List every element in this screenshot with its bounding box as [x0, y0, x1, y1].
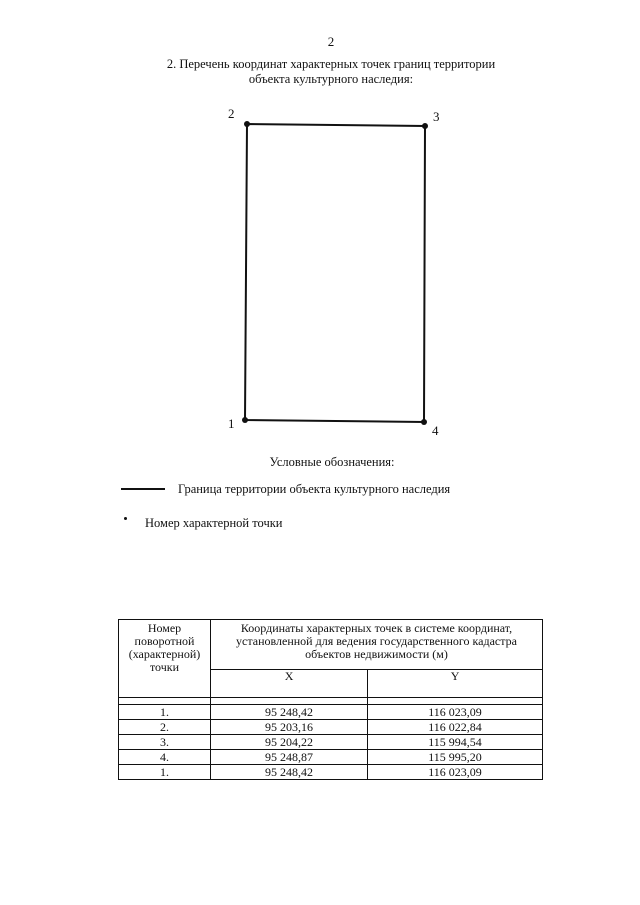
table-spacer-row	[119, 698, 543, 705]
heading-line-1: 2. Перечень координат характерных точек границ территории	[166, 57, 496, 71]
table-row	[119, 735, 543, 750]
header-x: X	[211, 669, 368, 697]
table-row	[119, 705, 543, 720]
legend-boundary-line-icon	[121, 488, 165, 490]
header-number-line: Номер	[147, 621, 182, 635]
boundary-point-1	[242, 417, 248, 423]
spacer-cell	[211, 698, 368, 705]
header-number-line: (характерной)	[128, 647, 201, 661]
cell-y: 116 022,84	[368, 720, 543, 735]
header-point-number	[119, 620, 211, 698]
header-coord-line: Координаты характерных точек в системе координат,	[240, 621, 513, 635]
point-label-4: 4	[432, 423, 439, 438]
header-number-line: поворотной	[134, 634, 195, 648]
cell-y: 116 023,09	[368, 765, 543, 780]
cell-y: 115 994,54	[368, 735, 543, 750]
header-coordinates	[211, 620, 543, 670]
header-coord-line: объектов недвижимости (м)	[305, 647, 448, 661]
boundary-point-2	[244, 121, 250, 127]
cell-point-number: 1.	[119, 765, 211, 780]
spacer-cell	[368, 698, 543, 705]
cell-x: 95 248,42	[211, 705, 368, 720]
legend-point-dot-icon	[124, 517, 127, 520]
point-label-2: 2	[228, 106, 235, 121]
heading-line-2: объекта культурного наследия:	[248, 72, 414, 86]
cell-x: 95 248,42	[211, 765, 368, 780]
table-row	[119, 765, 543, 780]
legend-point-label: Номер характерной точки	[145, 516, 283, 530]
boundary-point-3	[422, 123, 428, 129]
header-number-line: точки	[149, 660, 180, 674]
spacer-cell	[119, 698, 211, 705]
cell-y: 115 995,20	[368, 750, 543, 765]
boundary-diagram	[0, 0, 640, 450]
cell-x: 95 248,87	[211, 750, 368, 765]
cell-point-number: 3.	[119, 735, 211, 750]
coordinates-table	[118, 619, 543, 780]
cell-x: 95 204,22	[211, 735, 368, 750]
point-label-3: 3	[433, 109, 440, 124]
cell-x: 95 203,16	[211, 720, 368, 735]
table-row	[119, 720, 543, 735]
table-row	[119, 750, 543, 765]
header-y: Y	[368, 669, 543, 697]
legend-title: Условные обозначения:	[269, 455, 395, 469]
header-coord-line: установленной для ведения государственного кадастра	[236, 634, 517, 648]
cell-point-number: 4.	[119, 750, 211, 765]
cell-y: 116 023,09	[368, 705, 543, 720]
cell-point-number: 1.	[119, 705, 211, 720]
page-number: 2	[327, 34, 335, 49]
point-label-1: 1	[228, 416, 235, 431]
boundary-point-4	[421, 419, 427, 425]
legend-boundary-label: Граница территории объекта культурного наследия	[178, 482, 451, 496]
cell-point-number: 2.	[119, 720, 211, 735]
territory-boundary	[245, 124, 425, 422]
